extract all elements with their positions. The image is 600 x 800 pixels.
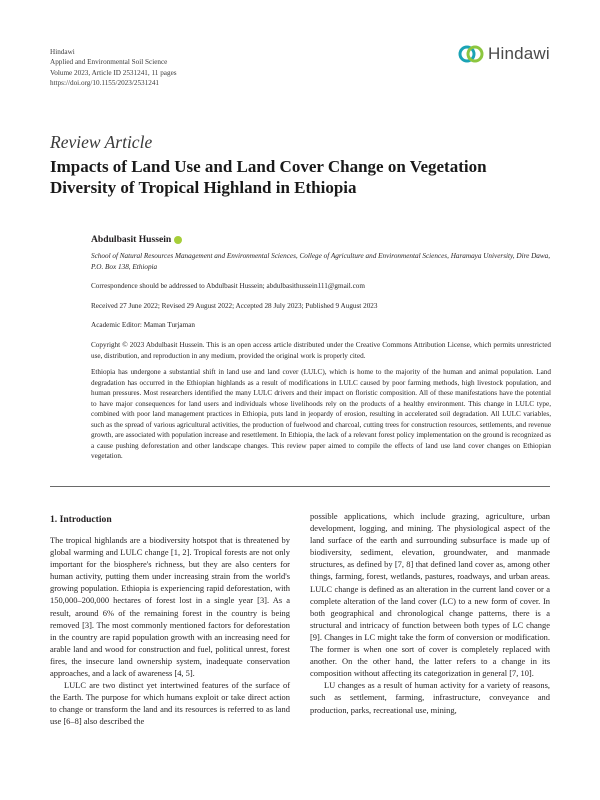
paragraph: possible applications, which include grazing, agriculture, urban development, logging, and mining. The physiological aspect of the land surface of the earth and surrounding subsurface is made up of biodiversity, sediment, elevation, groundwater, and manmade structures, as defined by [7, 8] that defined land cover as, among other things, farming, forest, wetlands, pastures, roadways, and urban areas. LULC change is defined as an alteration in the current land cover or a complete alteration of the land cover (LC) to a new form of cover. In both geographical and chronological change patterns, there is a structural and intricacy of function between both types of LC change [9]. Changes in LC might take the form of conversion or modification. The former is when one sort of cover is completely replaced with another. On the other hand, the latter refers to a change in its composition without affecting its categorization in general [7, 10].	[310, 511, 550, 679]
correspondence: Correspondence should be addressed to Abdulbasit Hussein; abdulbasithussein111@gmail.com	[91, 282, 365, 290]
author-name: Abdulbasit Hussein	[91, 234, 172, 245]
publication-dates: Received 27 June 2022; Revised 29 August 2022; Accepted 28 July 2023; Published 9 August 2023	[91, 302, 378, 310]
hindawi-logo	[458, 44, 550, 64]
volume-info: Volume 2023, Article ID 2531241, 11 pages	[50, 68, 177, 77]
section-heading: 1. Introduction	[50, 514, 112, 525]
copyright-notice: Copyright © 2023 Abdulbasit Hussein. This is an open access article distributed under the Creative Commons Attribution License, which permits unrestricted use, distribution, and reproduction in any medium, provided the original work is properly cited.	[91, 341, 551, 360]
article-type: Review Article	[50, 132, 153, 152]
paragraph: LULC are two distinct yet intertwined features of the surface of the Earth. The purpose for which humans exploit or take direct action to change or transform the land and its resources is referred to as land use [6–8] also described the	[50, 680, 290, 727]
hindawi-rings-icon	[458, 44, 484, 64]
article-title: Impacts of Land Use and Land Cover Change on Vegetation Diversity of Tropical Highland in Ethiopia	[50, 157, 487, 197]
author-line	[91, 234, 182, 245]
academic-editor: Academic Editor: Maman Turjaman	[91, 321, 195, 329]
abstract: Ethiopia has undergone a substantial shift in land use and land cover (LULC), which is home to the majority of the human and animal population. Land degradation has occurred in the Ethiopian highlands as a result of modifications in LULC caused by poor farming methods, high livestock population, and human pressures. Most researchers identified the many LULC drivers and their impact on floristic composition. All of these manifestations have the potential to have major consequences for land users and individuals whose livelihoods rely on the products of a healthy environment. This change in LULC type, combined with poor land management practices in Ethiopia, puts land in jeopardy of erosion, resulting in accelerated soil degradation. All LULC variables, such as the spread of various agricultural activities, the production of fuelwood and charcoal, cutting trees for construction resources, settlements, and revenue growth, are associated with population increase and resettlement. In Ethiopia, the lack of a relevant forest policy implementation on the ground is recognized as a cause pushing deforestation and other landscape changes. This review paper aimed to compile the effects of land use land cover changes on Ethiopian vegetation.	[91, 368, 551, 460]
affiliation: School of Natural Resources Management and Environmental Sciences, College of Agriculture and Environmental Sciences, Haramaya University, Dire Dawa, P.O. Box 138, Ethiopia	[91, 252, 551, 271]
paragraph: The tropical highlands are a biodiversity hotspot that is threatened by global warming and LULC change [1, 2]. Tropical forests are not only important for the biosphere's richness, but they are also centers for human activity, putting them under increasing strain from the world's growing population. Ethiopia is experiencing rapid deforestation, with 150,000–200,000 hectares of forest lost in a single year [3]. As a result, around 6% of the remaining forest in the country is being removed [3]. The most commonly mentioned factors for deforestation in the country are rapid population growth with an increasing need for arable land and wood for construction and fuel, political unrest, forest fires, the insecure land ownership system, inadequate conservation approaches, and a lack of awareness [4, 5].	[50, 535, 290, 679]
journal-metadata	[50, 47, 177, 89]
left-column	[50, 534, 290, 728]
right-column	[310, 510, 550, 716]
paragraph: LU changes as a result of human activity for a variety of reasons, such as settlement, farming, infrastructure, conveyance and production, parks, recreational use, mining,	[310, 680, 550, 715]
journal-name: Applied and Environmental Soil Science	[50, 58, 168, 67]
logo-wordmark: Hindawi	[488, 44, 550, 63]
publisher-name: Hindawi	[50, 48, 75, 56]
orcid-icon[interactable]	[174, 236, 182, 244]
section-divider	[50, 486, 550, 487]
doi-link[interactable]: https://doi.org/10.1155/2023/2531241	[50, 79, 160, 88]
